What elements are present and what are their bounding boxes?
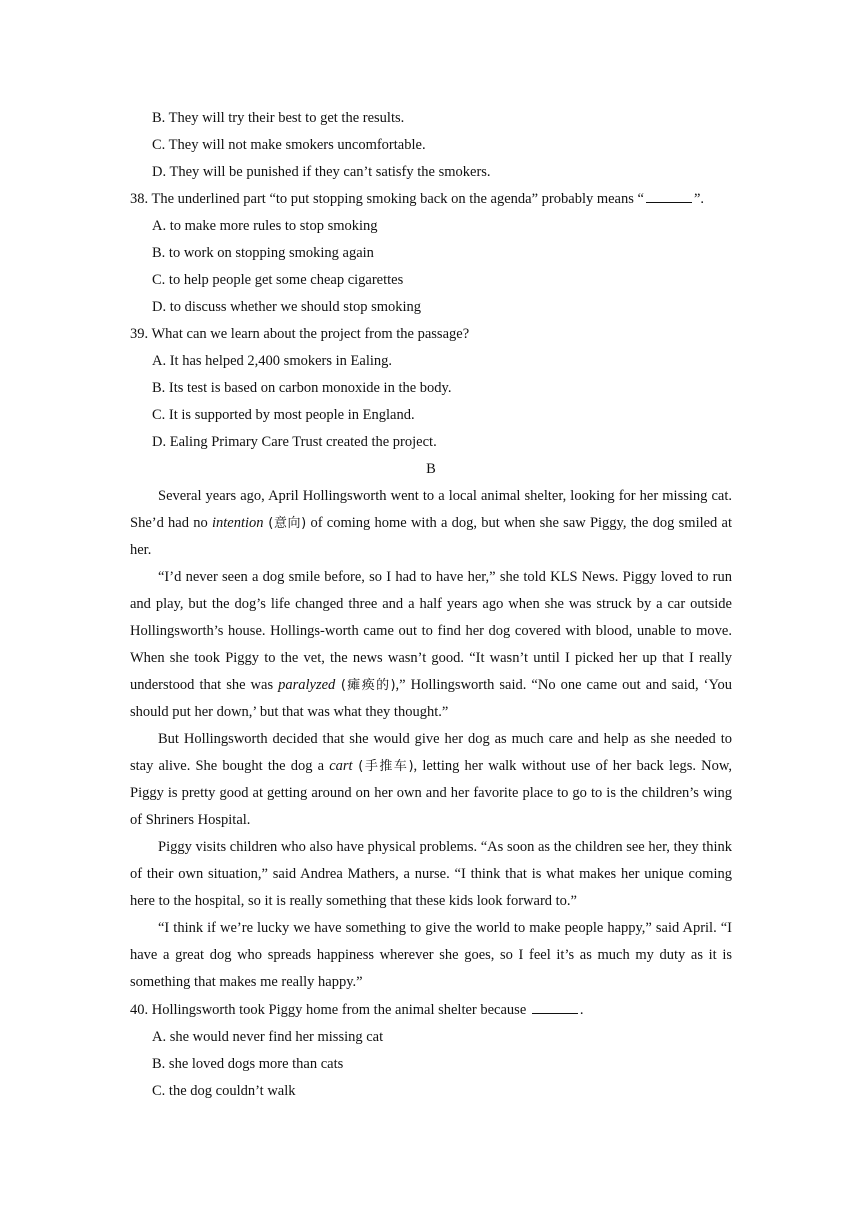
q39-stem: 39. What can we learn about the project from the passage? <box>130 326 470 342</box>
q37-option-d: D. They will be punished if they can’t satisfy the smokers. <box>152 164 491 180</box>
q37-option-b: B. They will try their best to get the results. <box>152 110 405 126</box>
p1-text-a: Several years ago, April Hollingsworth went to a local animal shelter, looking for her missing cat. She’d had no <box>130 488 732 531</box>
q40-option-c: C. the dog couldn’t walk <box>152 1083 296 1099</box>
passage-paragraph-3 <box>130 726 732 834</box>
q38-stem <box>130 189 704 209</box>
p5-text: “I think if we’re lucky we have something to give the world to make people happy,” said April. “I have a great dog who spreads happiness wherever she goes, so I feel it’s as much my duty as it is something that makes me really happy.” <box>130 920 732 990</box>
p3-text-b: , letting her walk without use of her back legs. Now, Piggy is pretty good at getting around on her own and her favorite place to go to is the children’s wing of Shriners Hospital. <box>130 758 732 828</box>
passage-paragraph-4 <box>130 834 732 915</box>
answer-blank <box>532 1001 578 1014</box>
p2-text-a: “I’d never seen a dog smile before, so I had to have her,” she told KLS News. Piggy loved to run and play, but the dog’s life changed three and a half years ago when she was struck by a car outside Hollingsworth’s house. Hollings-worth came out to find her dog covered with blood, unable to move. When she took Piggy to the vet, the news wasn’t good. “It wasn’t until I picked her up that I really understood that she was <box>130 569 732 693</box>
passage-paragraph-1 <box>130 483 732 564</box>
passage-paragraph-2 <box>130 564 732 726</box>
p1-italic-word: intention <box>211 515 264 531</box>
p3-text-a: But Hollingsworth decided that she would give her dog as much care and help as she needed to stay alive. She bought the dog a <box>130 731 732 774</box>
q40-option-a: A. she would never find her missing cat <box>152 1029 384 1045</box>
p4-text: Piggy visits children who also have physical problems. “As soon as the children see her, they think of their own situation,” said Andrea Mathers, a nurse. “I think that is what makes her unique coming here to the hospital, so it is really something that these kids look forward to.” <box>130 839 732 909</box>
q38-option-b: B. to work on stopping smoking again <box>152 245 374 261</box>
p1-gloss: (意向) <box>263 516 307 531</box>
q39-option-a: A. It has helped 2,400 smokers in Ealing. <box>152 353 393 369</box>
p2-text-b: ,” Hollingsworth said. “No one came out and said, ‘You should put her down,’ but that was what they thought.” <box>130 677 732 720</box>
q38-option-c: C. to help people get some cheap cigarettes <box>152 272 404 288</box>
q37-option-c: C. They will not make smokers uncomfortable. <box>152 137 426 153</box>
q40-stem <box>130 1000 584 1020</box>
p1-text-b: of coming home with a dog, but when she saw Piggy, the dog smiled at her. <box>130 515 733 558</box>
answer-blank <box>646 190 692 203</box>
section-heading: B <box>426 461 436 477</box>
p2-gloss: (瘫痪的) <box>335 678 396 693</box>
q38-stem-end: ”. <box>693 191 705 207</box>
q39-option-d: D. Ealing Primary Care Trust created the project. <box>152 434 437 450</box>
q38-option-d: D. to discuss whether we should stop smoking <box>152 299 422 315</box>
q40-stem-text: 40. Hollingsworth took Piggy home from the animal shelter because <box>130 1002 527 1018</box>
p3-gloss: (手推车) <box>352 759 414 774</box>
q38-option-a: A. to make more rules to stop smoking <box>152 218 378 234</box>
q40-option-b: B. she loved dogs more than cats <box>152 1056 344 1072</box>
q38-stem-text: 38. The underlined part “to put stopping smoking back on the agenda” probably means “ <box>130 191 644 207</box>
q39-option-c: C. It is supported by most people in England. <box>152 407 415 423</box>
p2-italic-word: paralyzed <box>278 677 336 693</box>
passage-paragraph-5 <box>130 915 732 996</box>
q39-option-b: B. Its test is based on carbon monoxide in the body. <box>152 380 452 396</box>
q40-stem-end: . <box>579 1002 584 1018</box>
p3-italic-word: cart <box>329 758 353 774</box>
